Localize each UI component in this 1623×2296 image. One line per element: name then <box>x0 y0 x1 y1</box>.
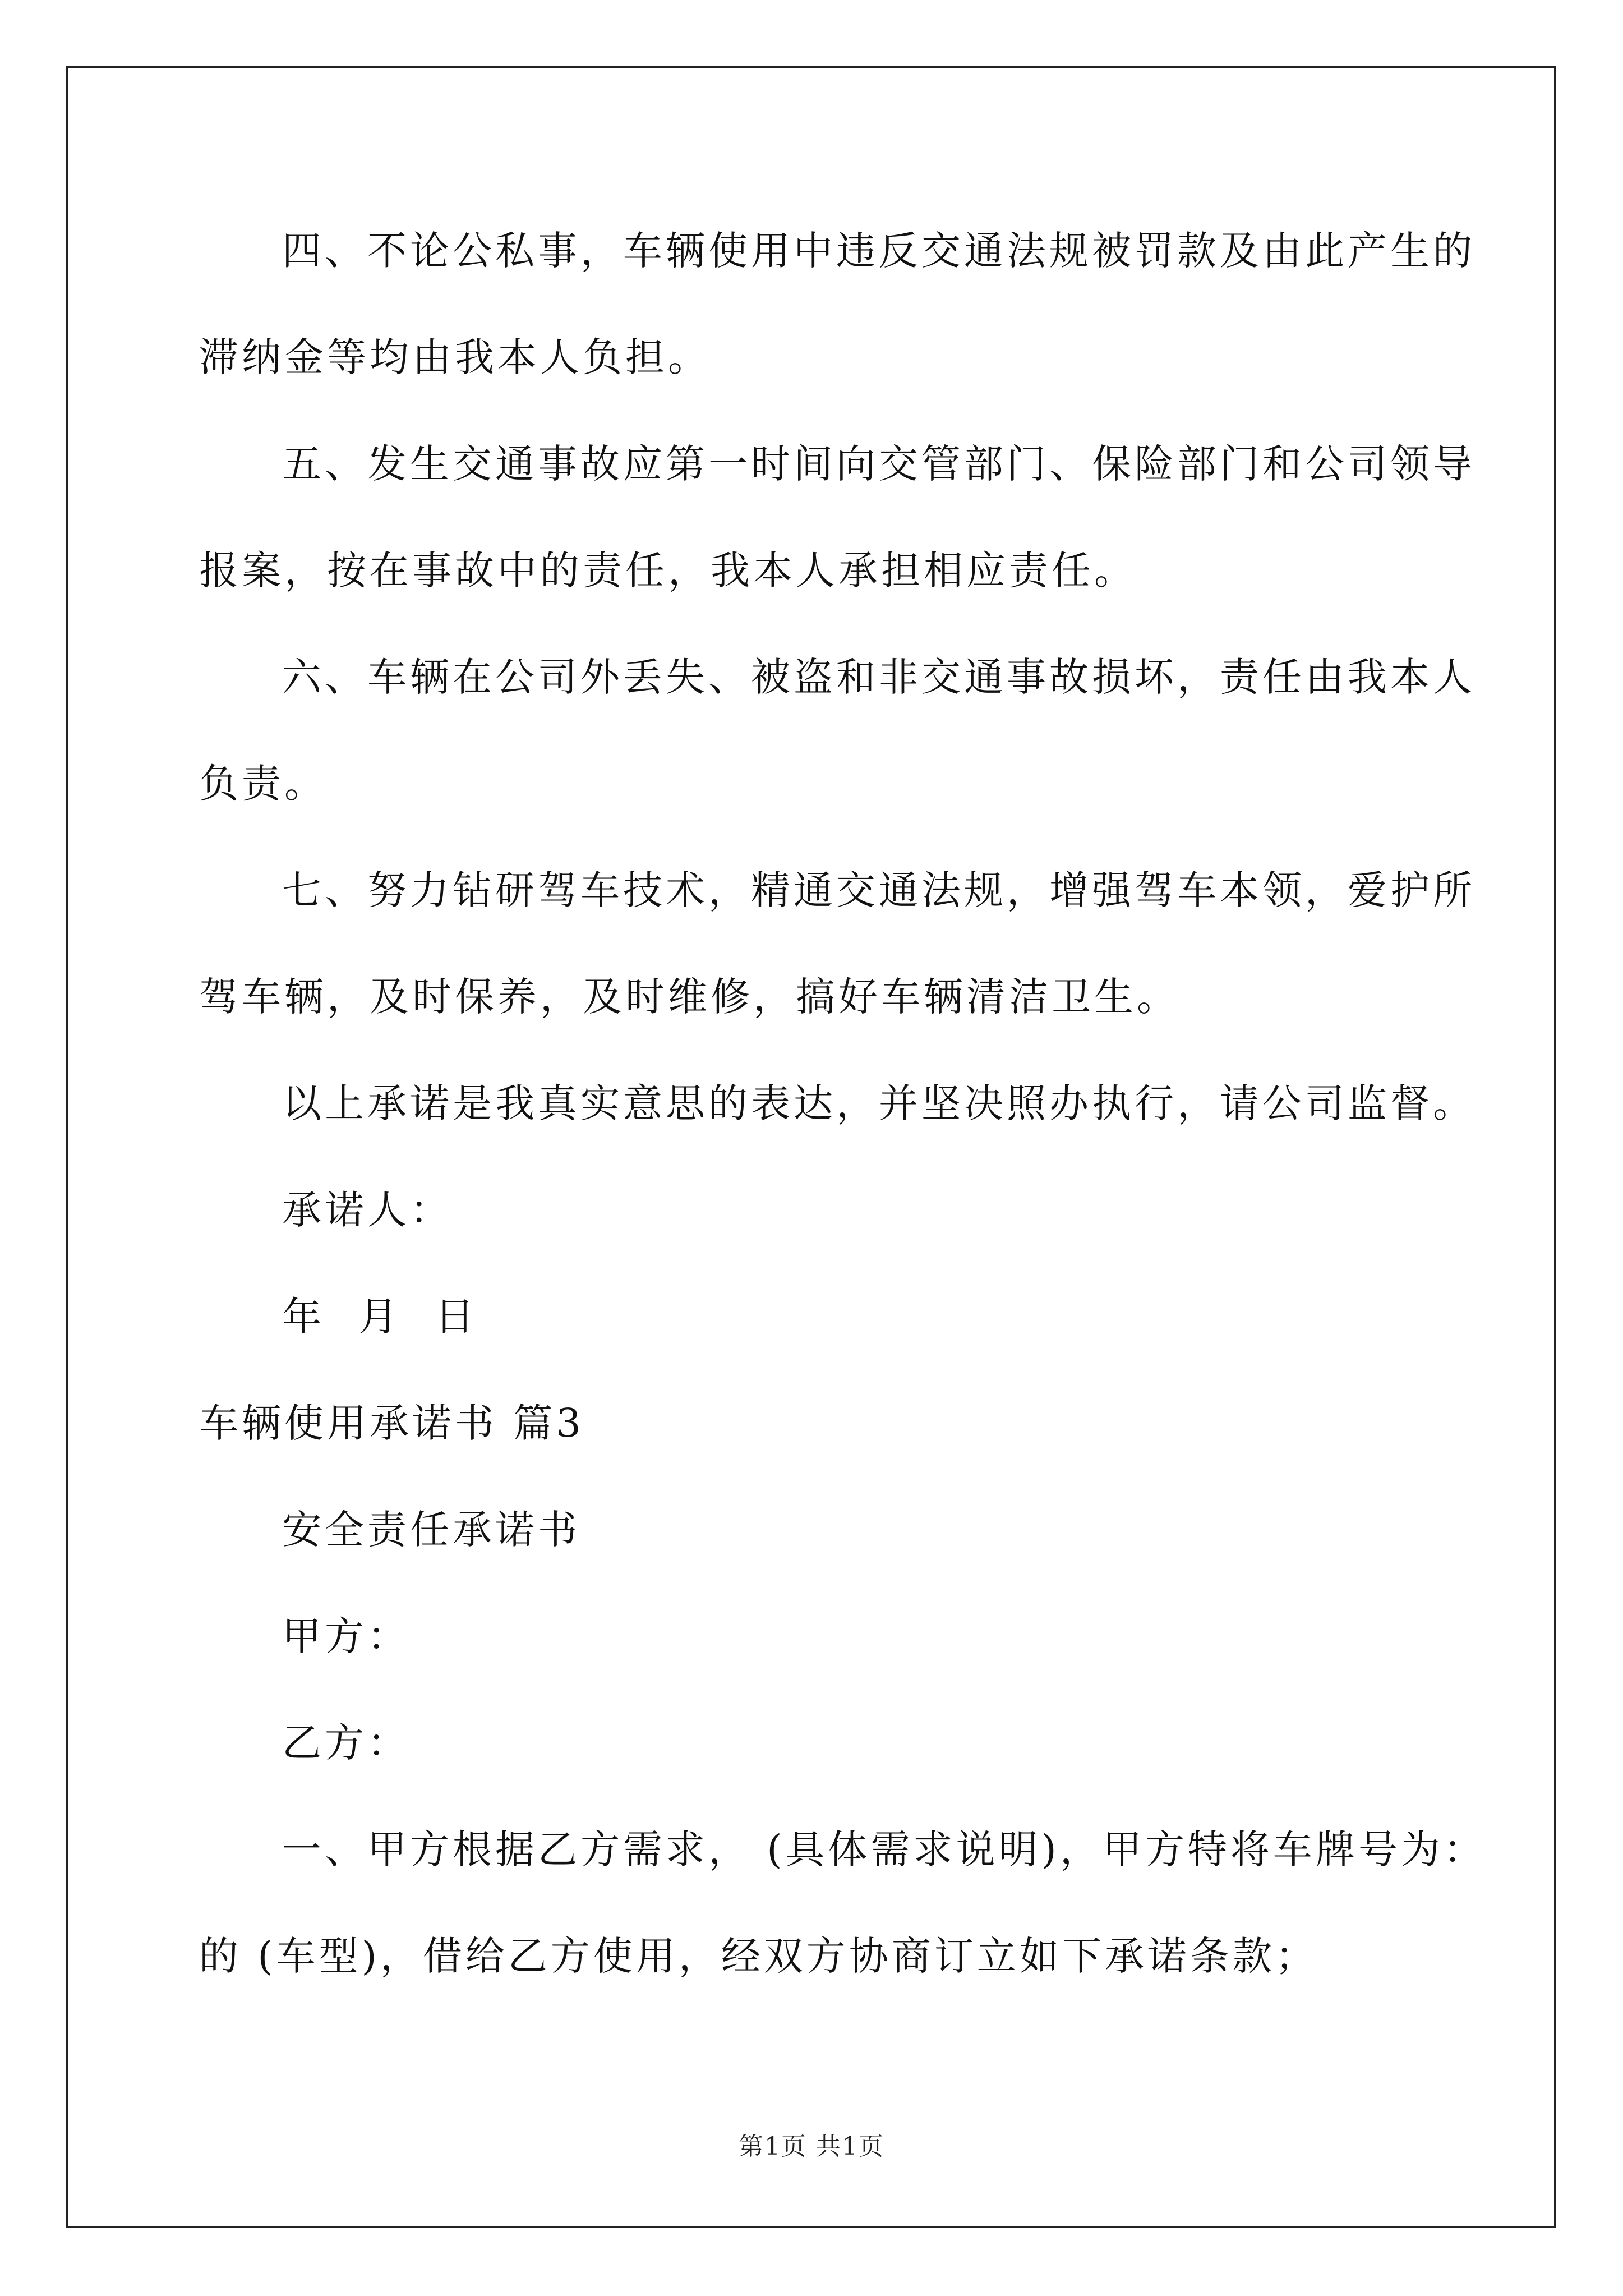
paragraph-line: 驾车辆，及时保养，及时维修，搞好车辆清洁卫生。 <box>199 974 1179 1020</box>
page-footer: 第1页 共1页 <box>739 2132 884 2161</box>
paragraph-line: 五、发生交通事故应第一时间向交管部门、保险部门和公司领导 <box>282 441 1476 487</box>
signer-label: 承诺人： <box>282 1187 453 1233</box>
paragraph-line: 七、努力钻研驾车技术，精通交通法规，增强驾车本领，爱护所 <box>282 867 1476 913</box>
agreement-title: 安全责任承诺书 <box>282 1507 580 1553</box>
paragraph-line: 一、甲方根据乙方需求， (具体需求说明)，甲方特将车牌号为： <box>282 1826 1486 1872</box>
paragraph-line: 四、不论公私事，车辆使用中违反交通法规被罚款及由此产生的 <box>282 228 1476 274</box>
page-border <box>66 66 1556 2228</box>
paragraph-line: 负责。 <box>199 761 327 807</box>
party-b-label: 乙方： <box>282 1720 410 1766</box>
date-line: 年 月 日 <box>282 1294 487 1340</box>
paragraph-line: 滞纳金等均由我本人负担。 <box>199 334 711 380</box>
paragraph-line: 六、车辆在公司外丢失、被盗和非交通事故损坏，责任由我本人 <box>282 654 1476 700</box>
section-heading: 车辆使用承诺书 篇3 <box>199 1400 584 1446</box>
paragraph-line: 以上承诺是我真实意思的表达，并坚决照办执行，请公司监督。 <box>282 1080 1476 1126</box>
paragraph-line: 的 (车型)，借给乙方使用，经双方协商订立如下承诺条款； <box>199 1933 1318 1979</box>
paragraph-line: 报案，按在事故中的责任，我本人承担相应责任。 <box>199 547 1137 593</box>
party-a-label: 甲方： <box>282 1613 410 1659</box>
